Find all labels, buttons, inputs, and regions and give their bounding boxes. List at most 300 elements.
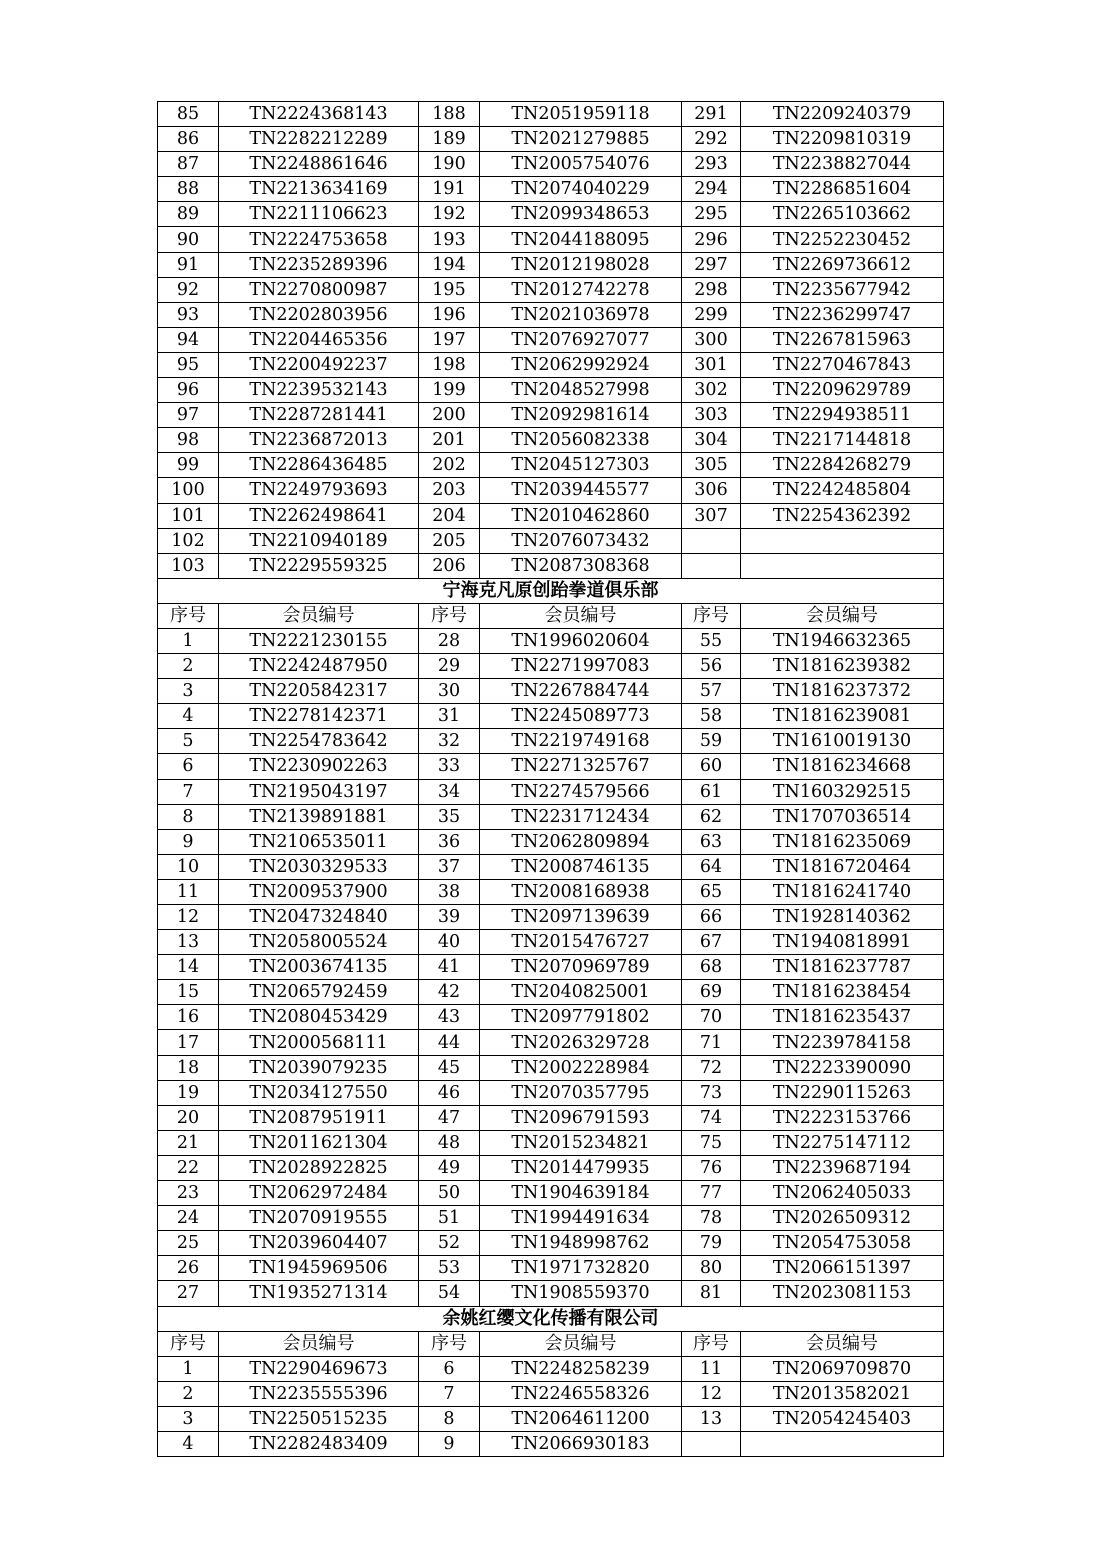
seq-cell: 31 bbox=[419, 704, 480, 729]
seq-cell: 27 bbox=[158, 1281, 219, 1306]
member-id-header: 会员编号 bbox=[480, 603, 682, 628]
member-id-cell: TN2070357795 bbox=[480, 1080, 682, 1105]
table-row bbox=[158, 227, 944, 252]
member-id-cell: TN2080453429 bbox=[219, 1005, 419, 1030]
section-title-row bbox=[158, 1306, 944, 1331]
seq-cell: 6 bbox=[419, 1356, 480, 1381]
seq-cell: 2 bbox=[158, 654, 219, 679]
seq-header: 序号 bbox=[682, 603, 741, 628]
member-id-cell: TN2008746135 bbox=[480, 854, 682, 879]
member-id-cell: TN2195043197 bbox=[219, 779, 419, 804]
member-id-cell: TN2009537900 bbox=[219, 879, 419, 904]
seq-cell: 85 bbox=[158, 102, 219, 127]
seq-cell: 7 bbox=[419, 1381, 480, 1406]
member-id-cell: TN2287281441 bbox=[219, 403, 419, 428]
seq-cell: 188 bbox=[419, 102, 480, 127]
seq-cell: 201 bbox=[419, 428, 480, 453]
seq-cell: 61 bbox=[682, 779, 741, 804]
seq-cell: 7 bbox=[158, 779, 219, 804]
table-row bbox=[158, 177, 944, 202]
member-id-cell: TN1928140362 bbox=[741, 905, 944, 930]
section-title: 余姚红缨文化传播有限公司 bbox=[158, 1306, 944, 1331]
member-id-cell: TN2235677942 bbox=[741, 277, 944, 302]
member-id-cell: TN2005754076 bbox=[480, 152, 682, 177]
seq-cell: 189 bbox=[419, 127, 480, 152]
member-id-cell: TN2047324840 bbox=[219, 905, 419, 930]
member-id-cell: TN2048527998 bbox=[480, 378, 682, 403]
seq-cell: 81 bbox=[682, 1281, 741, 1306]
member-id-cell: TN2224753658 bbox=[219, 227, 419, 252]
seq-cell: 47 bbox=[419, 1105, 480, 1130]
table-row bbox=[158, 1030, 944, 1055]
seq-cell: 197 bbox=[419, 327, 480, 352]
seq-cell: 40 bbox=[419, 930, 480, 955]
member-id-cell: TN2070919555 bbox=[219, 1206, 419, 1231]
member-id-cell: TN2248258239 bbox=[480, 1356, 682, 1381]
seq-cell: 198 bbox=[419, 352, 480, 377]
seq-cell bbox=[682, 553, 741, 578]
seq-cell: 21 bbox=[158, 1130, 219, 1155]
member-id-cell: TN2270467843 bbox=[741, 352, 944, 377]
seq-cell: 195 bbox=[419, 277, 480, 302]
seq-cell: 26 bbox=[158, 1256, 219, 1281]
column-header-row bbox=[158, 1331, 944, 1356]
member-id-cell: TN2097791802 bbox=[480, 1005, 682, 1030]
member-id-cell: TN2011621304 bbox=[219, 1130, 419, 1155]
member-roster-page bbox=[157, 101, 943, 1457]
seq-cell: 64 bbox=[682, 854, 741, 879]
table-row bbox=[158, 829, 944, 854]
member-id-cell: TN2229559325 bbox=[219, 553, 419, 578]
member-id-cell: TN2242487950 bbox=[219, 654, 419, 679]
member-id-cell: TN2044188095 bbox=[480, 227, 682, 252]
member-id-cell: TN1816237372 bbox=[741, 679, 944, 704]
member-id-cell: TN2250515235 bbox=[219, 1406, 419, 1431]
member-id-cell: TN2224368143 bbox=[219, 102, 419, 127]
member-id-cell: TN2028922825 bbox=[219, 1155, 419, 1180]
table-row bbox=[158, 905, 944, 930]
seq-cell: 86 bbox=[158, 127, 219, 152]
member-id-cell: TN2210940189 bbox=[219, 528, 419, 553]
seq-cell: 75 bbox=[682, 1130, 741, 1155]
member-id-cell: TN2039079235 bbox=[219, 1055, 419, 1080]
table-row bbox=[158, 202, 944, 227]
seq-cell: 39 bbox=[419, 905, 480, 930]
member-id-cell: TN2290469673 bbox=[219, 1356, 419, 1381]
seq-cell: 89 bbox=[158, 202, 219, 227]
member-id-cell: TN1994491634 bbox=[480, 1206, 682, 1231]
member-id-cell: TN1816234668 bbox=[741, 754, 944, 779]
seq-cell: 80 bbox=[682, 1256, 741, 1281]
seq-cell: 6 bbox=[158, 754, 219, 779]
seq-cell: 3 bbox=[158, 679, 219, 704]
seq-cell: 10 bbox=[158, 854, 219, 879]
member-id-cell: TN1610019130 bbox=[741, 729, 944, 754]
member-id-cell: TN1603292515 bbox=[741, 779, 944, 804]
seq-cell: 11 bbox=[158, 879, 219, 904]
member-id-cell: TN2012742278 bbox=[480, 277, 682, 302]
seq-header: 序号 bbox=[158, 1331, 219, 1356]
seq-cell: 79 bbox=[682, 1231, 741, 1256]
member-id-cell: TN2286436485 bbox=[219, 453, 419, 478]
seq-cell: 15 bbox=[158, 980, 219, 1005]
seq-cell: 34 bbox=[419, 779, 480, 804]
member-id-cell: TN2106535011 bbox=[219, 829, 419, 854]
seq-cell: 69 bbox=[682, 980, 741, 1005]
table-row bbox=[158, 1431, 944, 1456]
member-id-cell: TN2139891881 bbox=[219, 804, 419, 829]
member-id-cell: TN2239784158 bbox=[741, 1030, 944, 1055]
seq-cell: 96 bbox=[158, 378, 219, 403]
seq-header: 序号 bbox=[158, 603, 219, 628]
seq-header: 序号 bbox=[419, 1331, 480, 1356]
seq-cell: 9 bbox=[158, 829, 219, 854]
table-row bbox=[158, 1055, 944, 1080]
seq-cell: 193 bbox=[419, 227, 480, 252]
seq-cell: 71 bbox=[682, 1030, 741, 1055]
member-id-cell: TN2254362392 bbox=[741, 503, 944, 528]
seq-cell: 102 bbox=[158, 528, 219, 553]
member-id-cell: TN2000568111 bbox=[219, 1030, 419, 1055]
member-id-cell: TN2003674135 bbox=[219, 955, 419, 980]
member-id-cell: TN2202803956 bbox=[219, 302, 419, 327]
table-row bbox=[158, 302, 944, 327]
seq-cell: 13 bbox=[158, 930, 219, 955]
seq-cell: 190 bbox=[419, 152, 480, 177]
seq-cell: 99 bbox=[158, 453, 219, 478]
seq-cell: 16 bbox=[158, 1005, 219, 1030]
seq-cell: 304 bbox=[682, 428, 741, 453]
member-id-cell: TN1707036514 bbox=[741, 804, 944, 829]
seq-cell: 33 bbox=[419, 754, 480, 779]
member-id-cell: TN2023081153 bbox=[741, 1281, 944, 1306]
table-row bbox=[158, 1356, 944, 1381]
table-row bbox=[158, 1105, 944, 1130]
member-id-cell: TN2002228984 bbox=[480, 1055, 682, 1080]
member-id-cell: TN2278142371 bbox=[219, 704, 419, 729]
member-id-cell: TN1948998762 bbox=[480, 1231, 682, 1256]
table-row bbox=[158, 628, 944, 653]
seq-cell: 8 bbox=[419, 1406, 480, 1431]
seq-cell: 59 bbox=[682, 729, 741, 754]
seq-cell: 36 bbox=[419, 829, 480, 854]
seq-cell: 301 bbox=[682, 352, 741, 377]
member-id-cell: TN2209810319 bbox=[741, 127, 944, 152]
seq-cell: 3 bbox=[158, 1406, 219, 1431]
seq-cell: 51 bbox=[419, 1206, 480, 1231]
seq-cell: 53 bbox=[419, 1256, 480, 1281]
seq-cell: 30 bbox=[419, 679, 480, 704]
seq-cell: 48 bbox=[419, 1130, 480, 1155]
seq-cell: 307 bbox=[682, 503, 741, 528]
table-row bbox=[158, 1005, 944, 1030]
member-id-cell: TN2267884744 bbox=[480, 679, 682, 704]
seq-cell: 90 bbox=[158, 227, 219, 252]
seq-cell: 32 bbox=[419, 729, 480, 754]
member-id-cell: TN2269736612 bbox=[741, 252, 944, 277]
seq-cell: 9 bbox=[419, 1431, 480, 1456]
table-row bbox=[158, 403, 944, 428]
seq-cell: 60 bbox=[682, 754, 741, 779]
seq-cell: 295 bbox=[682, 202, 741, 227]
table-row bbox=[158, 1206, 944, 1231]
table-row bbox=[158, 152, 944, 177]
table-row bbox=[158, 327, 944, 352]
member-id-cell: TN2204465356 bbox=[219, 327, 419, 352]
member-id-cell: TN2062809894 bbox=[480, 829, 682, 854]
column-header-row bbox=[158, 603, 944, 628]
member-id-cell: TN2096791593 bbox=[480, 1105, 682, 1130]
seq-cell: 57 bbox=[682, 679, 741, 704]
table-row bbox=[158, 654, 944, 679]
seq-cell: 72 bbox=[682, 1055, 741, 1080]
member-id-cell: TN2062972484 bbox=[219, 1181, 419, 1206]
member-id-header: 会员编号 bbox=[219, 1331, 419, 1356]
member-id-cell: TN2054245403 bbox=[741, 1406, 944, 1431]
seq-cell: 25 bbox=[158, 1231, 219, 1256]
member-id-cell: TN2245089773 bbox=[480, 704, 682, 729]
member-id-cell: TN2209629789 bbox=[741, 378, 944, 403]
seq-cell: 88 bbox=[158, 177, 219, 202]
member-id-cell: TN2054753058 bbox=[741, 1231, 944, 1256]
table-row bbox=[158, 127, 944, 152]
table-row bbox=[158, 930, 944, 955]
member-id-cell: TN2238827044 bbox=[741, 152, 944, 177]
member-id-cell: TN2248861646 bbox=[219, 152, 419, 177]
seq-cell: 23 bbox=[158, 1181, 219, 1206]
member-id-cell: TN2074040229 bbox=[480, 177, 682, 202]
member-id-header: 会员编号 bbox=[741, 603, 944, 628]
member-id-cell: TN2008168938 bbox=[480, 879, 682, 904]
member-id-cell: TN2070969789 bbox=[480, 955, 682, 980]
seq-cell: 1 bbox=[158, 1356, 219, 1381]
table-row bbox=[158, 955, 944, 980]
seq-cell: 52 bbox=[419, 1231, 480, 1256]
seq-cell: 50 bbox=[419, 1181, 480, 1206]
seq-cell: 58 bbox=[682, 704, 741, 729]
member-id-cell: TN2262498641 bbox=[219, 503, 419, 528]
seq-cell: 4 bbox=[158, 704, 219, 729]
member-id-cell: TN2200492237 bbox=[219, 352, 419, 377]
seq-cell: 303 bbox=[682, 403, 741, 428]
seq-cell: 92 bbox=[158, 277, 219, 302]
member-id-cell: TN2221230155 bbox=[219, 628, 419, 653]
seq-cell bbox=[682, 528, 741, 553]
member-id-cell bbox=[741, 528, 944, 553]
seq-cell: 70 bbox=[682, 1005, 741, 1030]
seq-cell: 41 bbox=[419, 955, 480, 980]
member-id-cell: TN2021279885 bbox=[480, 127, 682, 152]
member-id-cell: TN2236872013 bbox=[219, 428, 419, 453]
section-title-row bbox=[158, 578, 944, 603]
seq-cell: 73 bbox=[682, 1080, 741, 1105]
seq-cell: 200 bbox=[419, 403, 480, 428]
table-row bbox=[158, 428, 944, 453]
member-id-cell: TN2069709870 bbox=[741, 1356, 944, 1381]
seq-header: 序号 bbox=[682, 1331, 741, 1356]
member-id-cell: TN2254783642 bbox=[219, 729, 419, 754]
seq-cell: 12 bbox=[682, 1381, 741, 1406]
member-id-cell: TN2097139639 bbox=[480, 905, 682, 930]
member-id-cell: TN2087308368 bbox=[480, 553, 682, 578]
seq-cell: 76 bbox=[682, 1155, 741, 1180]
seq-cell: 202 bbox=[419, 453, 480, 478]
member-id-cell: TN2274579566 bbox=[480, 779, 682, 804]
seq-cell: 11 bbox=[682, 1356, 741, 1381]
member-id-cell: TN1816235437 bbox=[741, 1005, 944, 1030]
seq-cell: 299 bbox=[682, 302, 741, 327]
seq-cell: 20 bbox=[158, 1105, 219, 1130]
member-id-cell: TN2239687194 bbox=[741, 1155, 944, 1180]
table-row bbox=[158, 729, 944, 754]
seq-cell: 44 bbox=[419, 1030, 480, 1055]
member-id-cell: TN2065792459 bbox=[219, 980, 419, 1005]
member-id-cell: TN2062992924 bbox=[480, 352, 682, 377]
seq-cell: 91 bbox=[158, 252, 219, 277]
member-id-cell: TN1935271314 bbox=[219, 1281, 419, 1306]
member-id-cell: TN2282483409 bbox=[219, 1431, 419, 1456]
seq-cell: 65 bbox=[682, 879, 741, 904]
member-id-cell: TN2205842317 bbox=[219, 679, 419, 704]
member-id-cell: TN1908559370 bbox=[480, 1281, 682, 1306]
seq-cell: 46 bbox=[419, 1080, 480, 1105]
seq-cell: 66 bbox=[682, 905, 741, 930]
member-id-cell: TN2021036978 bbox=[480, 302, 682, 327]
seq-cell: 305 bbox=[682, 453, 741, 478]
seq-cell: 204 bbox=[419, 503, 480, 528]
seq-cell: 94 bbox=[158, 327, 219, 352]
seq-cell: 2 bbox=[158, 1381, 219, 1406]
table-row bbox=[158, 804, 944, 829]
seq-cell: 302 bbox=[682, 378, 741, 403]
seq-cell: 67 bbox=[682, 930, 741, 955]
seq-cell: 293 bbox=[682, 152, 741, 177]
member-id-cell: TN2265103662 bbox=[741, 202, 944, 227]
member-id-cell: TN2219749168 bbox=[480, 729, 682, 754]
member-id-cell: TN2252230452 bbox=[741, 227, 944, 252]
seq-cell: 87 bbox=[158, 152, 219, 177]
member-id-header: 会员编号 bbox=[219, 603, 419, 628]
member-id-cell: TN2239532143 bbox=[219, 378, 419, 403]
seq-cell: 97 bbox=[158, 403, 219, 428]
member-id-cell: TN2249793693 bbox=[219, 478, 419, 503]
table-row bbox=[158, 252, 944, 277]
member-id-cell: TN2066930183 bbox=[480, 1431, 682, 1456]
seq-cell: 17 bbox=[158, 1030, 219, 1055]
seq-cell: 296 bbox=[682, 227, 741, 252]
table-row bbox=[158, 679, 944, 704]
table-row bbox=[158, 1281, 944, 1306]
table-row bbox=[158, 1231, 944, 1256]
member-id-cell: TN2087951911 bbox=[219, 1105, 419, 1130]
seq-cell: 37 bbox=[419, 854, 480, 879]
member-id-cell: TN2014479935 bbox=[480, 1155, 682, 1180]
member-id-cell: TN2026329728 bbox=[480, 1030, 682, 1055]
member-id-cell: TN2045127303 bbox=[480, 453, 682, 478]
seq-cell: 77 bbox=[682, 1181, 741, 1206]
seq-cell: 100 bbox=[158, 478, 219, 503]
table-row bbox=[158, 1406, 944, 1431]
member-id-cell: TN2294938511 bbox=[741, 403, 944, 428]
member-id-cell: TN2282212289 bbox=[219, 127, 419, 152]
member-id-cell: TN1945969506 bbox=[219, 1256, 419, 1281]
member-id-cell: TN1946632365 bbox=[741, 628, 944, 653]
seq-cell: 292 bbox=[682, 127, 741, 152]
member-id-cell: TN2223153766 bbox=[741, 1105, 944, 1130]
member-id-cell: TN2026509312 bbox=[741, 1206, 944, 1231]
table-row bbox=[158, 453, 944, 478]
seq-cell: 24 bbox=[158, 1206, 219, 1231]
seq-cell: 42 bbox=[419, 980, 480, 1005]
seq-cell: 206 bbox=[419, 553, 480, 578]
member-id-cell: TN1816235069 bbox=[741, 829, 944, 854]
seq-cell: 306 bbox=[682, 478, 741, 503]
member-id-cell: TN2230902263 bbox=[219, 754, 419, 779]
member-id-cell: TN2099348653 bbox=[480, 202, 682, 227]
member-roster-table bbox=[157, 101, 944, 1457]
seq-cell: 8 bbox=[158, 804, 219, 829]
seq-cell: 19 bbox=[158, 1080, 219, 1105]
member-id-cell: TN2290115263 bbox=[741, 1080, 944, 1105]
member-id-cell: TN2015234821 bbox=[480, 1130, 682, 1155]
member-id-cell: TN2092981614 bbox=[480, 403, 682, 428]
seq-cell: 43 bbox=[419, 1005, 480, 1030]
member-id-cell: TN2039445577 bbox=[480, 478, 682, 503]
member-id-cell: TN2213634169 bbox=[219, 177, 419, 202]
member-id-cell: TN2040825001 bbox=[480, 980, 682, 1005]
seq-cell: 68 bbox=[682, 955, 741, 980]
member-id-cell: TN2286851604 bbox=[741, 177, 944, 202]
seq-cell: 203 bbox=[419, 478, 480, 503]
member-id-cell: TN2270800987 bbox=[219, 277, 419, 302]
member-id-cell: TN2030329533 bbox=[219, 854, 419, 879]
seq-cell: 300 bbox=[682, 327, 741, 352]
seq-cell: 28 bbox=[419, 628, 480, 653]
seq-cell: 101 bbox=[158, 503, 219, 528]
member-id-cell: TN2271325767 bbox=[480, 754, 682, 779]
member-id-header: 会员编号 bbox=[741, 1331, 944, 1356]
table-row bbox=[158, 1381, 944, 1406]
section-title: 宁海克凡原创跆拳道俱乐部 bbox=[158, 578, 944, 603]
member-id-cell: TN1816241740 bbox=[741, 879, 944, 904]
member-id-cell: TN1816237787 bbox=[741, 955, 944, 980]
seq-cell: 12 bbox=[158, 905, 219, 930]
seq-cell: 18 bbox=[158, 1055, 219, 1080]
seq-cell: 196 bbox=[419, 302, 480, 327]
member-id-cell: TN2211106623 bbox=[219, 202, 419, 227]
member-id-cell: TN2010462860 bbox=[480, 503, 682, 528]
seq-cell: 13 bbox=[682, 1406, 741, 1431]
seq-cell: 54 bbox=[419, 1281, 480, 1306]
table-row bbox=[158, 879, 944, 904]
table-row bbox=[158, 378, 944, 403]
seq-cell: 93 bbox=[158, 302, 219, 327]
member-id-cell: TN2034127550 bbox=[219, 1080, 419, 1105]
member-id-cell: TN2223390090 bbox=[741, 1055, 944, 1080]
table-row bbox=[158, 779, 944, 804]
member-id-cell: TN1816238454 bbox=[741, 980, 944, 1005]
table-row bbox=[158, 553, 944, 578]
member-id-cell: TN2012198028 bbox=[480, 252, 682, 277]
table-row bbox=[158, 704, 944, 729]
member-id-cell: TN2076927077 bbox=[480, 327, 682, 352]
table-row bbox=[158, 1155, 944, 1180]
member-id-cell: TN2062405033 bbox=[741, 1181, 944, 1206]
table-row bbox=[158, 1080, 944, 1105]
member-id-cell: TN2271997083 bbox=[480, 654, 682, 679]
seq-cell: 103 bbox=[158, 553, 219, 578]
seq-cell: 56 bbox=[682, 654, 741, 679]
